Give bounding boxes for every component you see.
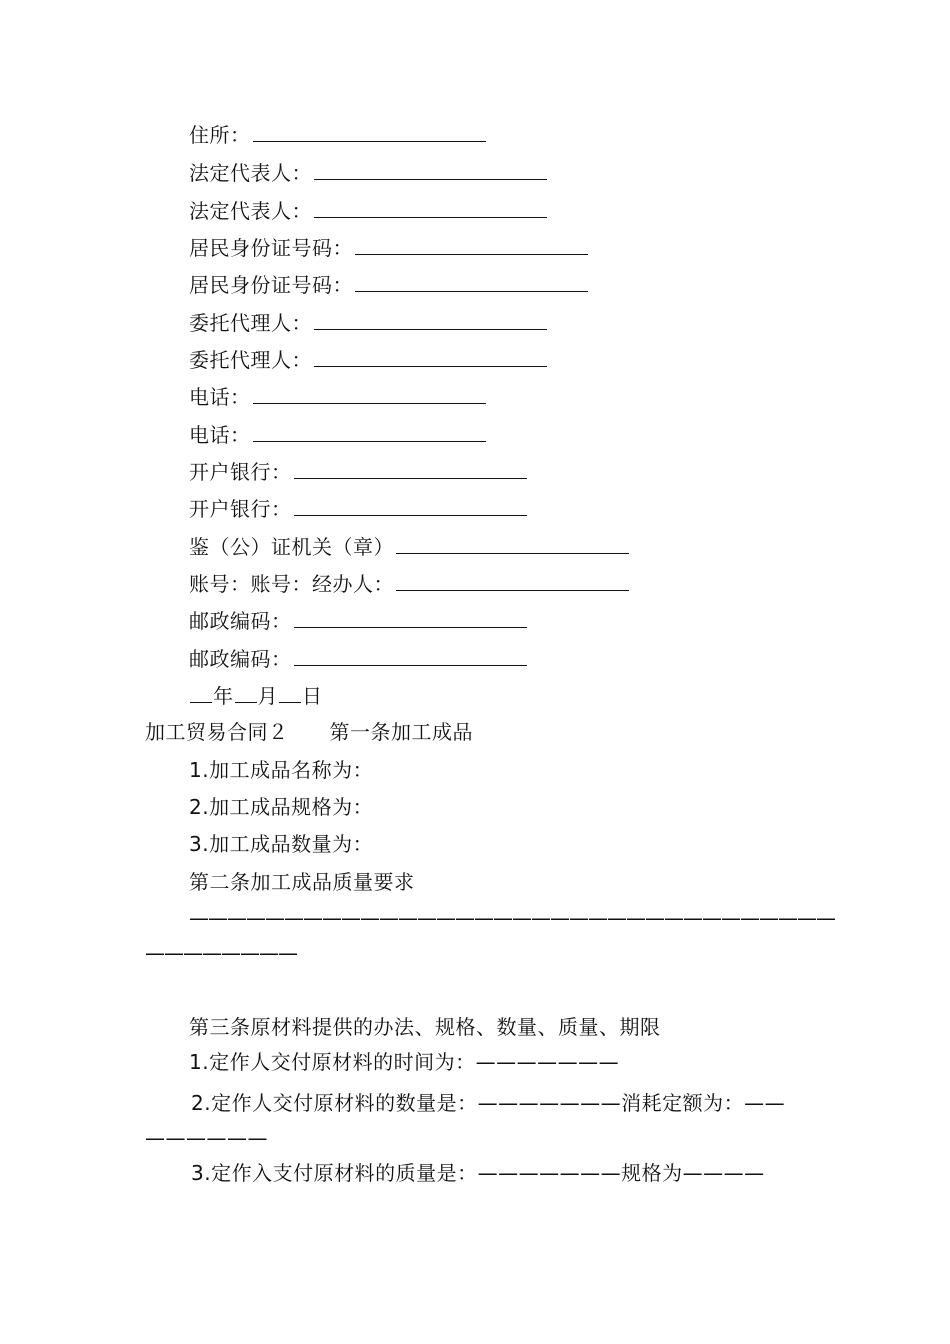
postcode-field xyxy=(189,645,527,672)
year-blank[interactable] xyxy=(190,682,212,703)
account-blank[interactable] xyxy=(396,570,629,591)
agent-blank[interactable] xyxy=(314,346,547,367)
legal-rep-label: 法定代表人： xyxy=(189,161,312,185)
account-field xyxy=(189,570,629,597)
legal-rep-blank[interactable] xyxy=(314,197,547,218)
notary-blank[interactable] xyxy=(396,533,629,554)
account-label: 账号：账号：经办人： xyxy=(189,572,394,596)
phone-label: 电话： xyxy=(189,385,251,409)
legal-rep-blank[interactable] xyxy=(314,159,547,180)
phone-field xyxy=(189,421,486,448)
month-blank[interactable] xyxy=(235,682,257,703)
year-label: 年 xyxy=(213,684,234,708)
postcode-blank[interactable] xyxy=(294,607,527,628)
agent-label: 委托代理人： xyxy=(189,348,312,372)
legal-rep-label: 法定代表人： xyxy=(189,199,312,223)
article1-item: 3.加工成品数量为： xyxy=(189,832,374,856)
agent-field xyxy=(189,309,547,336)
postcode-label: 邮政编码： xyxy=(189,647,292,671)
article3-item: 3.定作入支付原材料的质量是：———————规格为———— xyxy=(191,1161,765,1185)
agent-blank[interactable] xyxy=(314,309,547,330)
address-label: 住所： xyxy=(189,123,251,147)
article2-title: 第二条加工成品质量要求 xyxy=(189,870,415,894)
phone-field xyxy=(189,383,486,410)
agent-label: 委托代理人： xyxy=(189,311,312,335)
agent-field xyxy=(189,346,547,373)
article1-item: 1.加工成品名称为： xyxy=(189,758,374,782)
phone-blank[interactable] xyxy=(253,383,486,404)
id-number-label: 居民身份证号码： xyxy=(189,273,353,297)
article3-item: 2.定作人交付原材料的数量是：———————消耗定额为：—— xyxy=(191,1091,786,1115)
signature-date xyxy=(189,682,323,709)
article3-item-continuation: —————— xyxy=(145,1126,268,1150)
bank-field xyxy=(189,495,527,522)
id-number-field xyxy=(189,271,588,298)
article2-dash-line: —————————————————————————————————— xyxy=(189,906,835,930)
contract-heading: 加工贸易合同２ 第一条加工成品 xyxy=(145,720,473,744)
bank-field xyxy=(189,458,527,485)
id-number-field xyxy=(189,234,588,261)
article3-item: 1.定作人交付原材料的时间为：——————— xyxy=(189,1050,620,1074)
day-label: 日 xyxy=(302,684,323,708)
postcode-field xyxy=(189,607,527,634)
bank-label: 开户银行： xyxy=(189,497,292,521)
phone-label: 电话： xyxy=(189,423,251,447)
legal-rep-field xyxy=(189,159,547,186)
bank-blank[interactable] xyxy=(294,458,527,479)
notary-label: 鉴（公）证机关（章） xyxy=(189,535,394,559)
id-number-blank[interactable] xyxy=(355,271,588,292)
month-label: 月 xyxy=(257,684,278,708)
notary-field xyxy=(189,533,629,560)
postcode-label: 邮政编码： xyxy=(189,609,292,633)
article3-title: 第三条原材料提供的办法、规格、数量、质量、期限 xyxy=(189,1015,661,1039)
bank-blank[interactable] xyxy=(294,495,527,516)
postcode-blank[interactable] xyxy=(294,645,527,666)
id-number-label: 居民身份证号码： xyxy=(189,236,353,260)
phone-blank[interactable] xyxy=(253,421,486,442)
legal-rep-field xyxy=(189,197,547,224)
article1-item: 2.加工成品规格为： xyxy=(189,795,374,819)
article2-dash-line: ———————— xyxy=(145,941,297,965)
address-field xyxy=(189,121,486,148)
id-number-blank[interactable] xyxy=(355,234,588,255)
day-blank[interactable] xyxy=(279,682,301,703)
address-blank[interactable] xyxy=(253,121,486,142)
bank-label: 开户银行： xyxy=(189,460,292,484)
